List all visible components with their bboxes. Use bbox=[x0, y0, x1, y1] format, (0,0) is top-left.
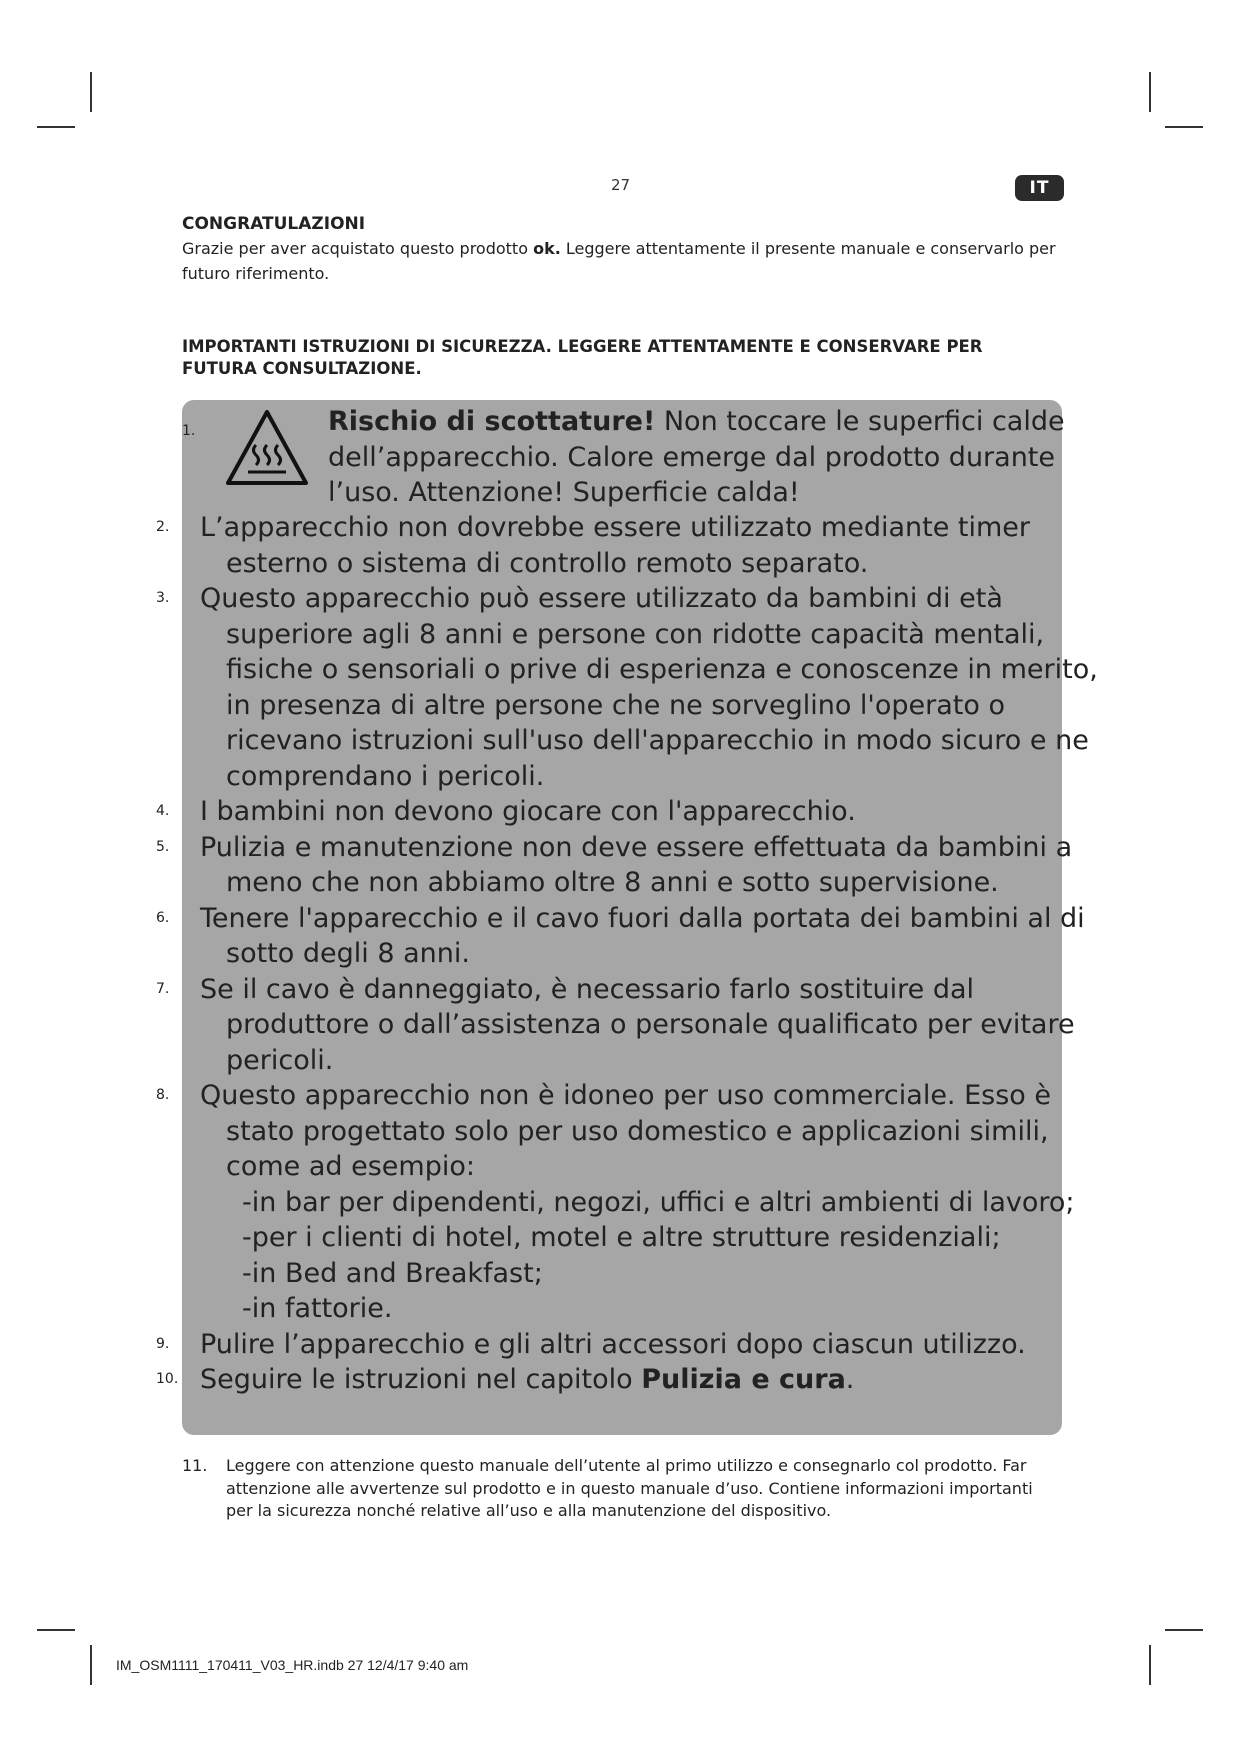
crop-mark bbox=[37, 126, 75, 128]
congratulations-title: CONGRATULAZIONI bbox=[182, 214, 366, 234]
language-badge: IT bbox=[1015, 175, 1064, 201]
crop-mark bbox=[1165, 126, 1203, 128]
cleaning-chapter-reference: Pulizia e cura bbox=[641, 1364, 846, 1395]
safety-item-9: 9. Pulire l’apparecchio e gli altri accessori dopo ciascun utilizzo. bbox=[156, 1328, 1026, 1360]
safety-list bbox=[156, 404, 1102, 1398]
brand-name: ok. bbox=[533, 239, 561, 258]
burn-risk-warning: Rischio di scottature! bbox=[328, 406, 656, 437]
sub-item: -per i clienti di hotel, motel e altre strutture residenziali; bbox=[242, 1222, 1001, 1253]
item-number: 1. bbox=[182, 423, 196, 439]
crop-mark bbox=[1149, 72, 1151, 112]
safety-item-3: 3. Questo apparecchio può essere utilizzato da bambini di età superiore agli 8 anni e persone con ridotte capacità mentali, fisiche o sensoriali o prive di esperienza e conoscenze in merito, in presenza di altre persone che ne sorveglino l'operato o ricevano istruzioni sull'uso dell'apparecchio in modo sicuro e ne comprendano i pericoli. bbox=[156, 583, 1098, 792]
print-slug: IM_OSM1111_170411_V03_HR.indb 27 12/4/17 9:40 am bbox=[116, 1657, 469, 1673]
safety-item-11 bbox=[182, 1455, 1062, 1523]
safety-item-8: 8. Questo apparecchio non è idoneo per uso commerciale. Esso è stato progettato solo per uso domestico e applicazioni simili, come ad esempio: -in bar per dipendenti, negozi, uffici e altri ambienti di lavoro; -per i clienti di hotel, motel e altre strutture residenziali; -in Bed and Breakfast; -in fattorie. bbox=[182, 1078, 1102, 1327]
hot-surface-warning-icon bbox=[224, 408, 310, 488]
sub-item: -in Bed and Breakfast; bbox=[242, 1257, 543, 1289]
crop-mark bbox=[1149, 1645, 1151, 1685]
crop-mark bbox=[1165, 1629, 1203, 1631]
crop-mark bbox=[90, 1645, 92, 1685]
safety-instructions-title: IMPORTANTI ISTRUZIONI DI SICUREZZA. LEGGERE ATTENTAMENTE E CONSERVARE PER FUTURA CONSULTAZIONE. bbox=[182, 337, 983, 378]
crop-mark bbox=[90, 72, 92, 112]
safety-item-2: 2. L’apparecchio non dovrebbe essere utilizzato mediante timer esterno o sistema di controllo remoto separato. bbox=[156, 512, 1030, 579]
safety-item-10: 10. Seguire le istruzioni nel capitolo Pulizia e cura. bbox=[156, 1364, 855, 1395]
safety-item-1: 1. Rischio di scottature! Non toccare le superfici calde dell’apparecchio. Calore emerge dal prodotto durante l’uso. Attenzione! Superficie calda! bbox=[182, 406, 1065, 508]
safety-item-6: 6. Tenere l'apparecchio e il cavo fuori dalla portata dei bambini al di sotto degli 8 anni. bbox=[156, 902, 1085, 969]
safety-item-4: 4. I bambini non devono giocare con l'apparecchio. bbox=[156, 796, 856, 827]
sub-item: -in bar per dipendenti, negozi, uffici e altri ambienti di lavoro; bbox=[242, 1186, 1075, 1218]
congratulations-text: Grazie per aver acquistato questo prodotto ok. Leggere attentamente il presente manuale e conservarlo per futuro riferimento. bbox=[182, 239, 1056, 283]
safety-item-5: 5. Pulizia e manutenzione non deve essere effettuata da bambini a meno che non abbiamo oltre 8 anni e sotto supervisione. bbox=[156, 831, 1073, 898]
crop-mark bbox=[37, 1629, 75, 1631]
item-text: Leggere con attenzione questo manuale dell’utente al primo utilizzo e consegnarlo col prodotto. Far attenzione alle avvertenze sul prodotto e in questo manuale d’uso. Contiene informazioni importanti per la sicurezza nonché relative all’uso e alla manutenzione del dispositivo. bbox=[226, 1456, 1033, 1520]
safety-item-7: 7. Se il cavo è danneggiato, è necessario farlo sostituire dal produttore o dall’assistenza o personale qualificato per evitare pericoli. bbox=[156, 973, 1075, 1076]
sub-item: -in fattorie. bbox=[242, 1293, 393, 1324]
item-number: 11. bbox=[182, 1456, 208, 1475]
page-number: 27 bbox=[610, 176, 631, 194]
